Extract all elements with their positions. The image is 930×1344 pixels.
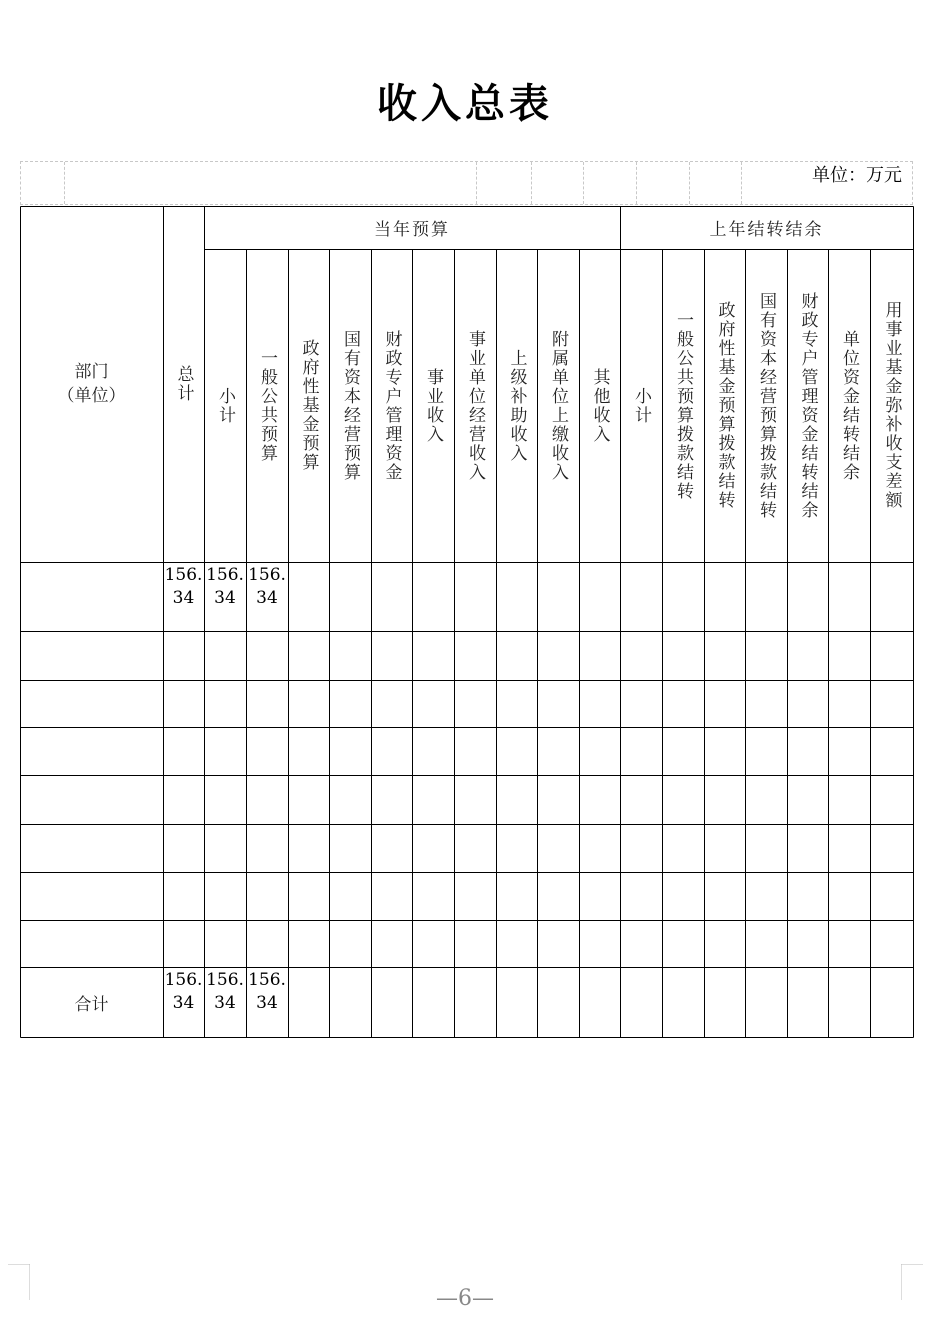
income-summary-table: [20, 206, 914, 1038]
column-header-prior: [704, 249, 745, 562]
group-header-prior: [620, 206, 913, 249]
column-header-text: 上级补助收入: [506, 348, 527, 463]
column-header-text: 国有资本经营预算拨款结转: [756, 291, 776, 520]
amount-cell: 156.34: [248, 565, 286, 608]
column-header-text: 事业单位经营收入: [465, 329, 485, 482]
group-header-current: [204, 206, 620, 249]
column-header-current: [454, 249, 496, 562]
dept-header: [20, 206, 163, 562]
column-header-text: 其他收入: [589, 367, 610, 444]
total-header-text: 总计: [173, 365, 194, 403]
column-header-prior: [620, 249, 662, 562]
column-header-text: 国有资本经营预算: [340, 329, 360, 482]
amount-cell: 156.34: [206, 970, 244, 1013]
dept-cell: [20, 920, 163, 967]
column-header-text: 政府性基金预算: [298, 339, 319, 472]
column-header-current: [204, 249, 246, 562]
column-header-text: 小计: [215, 386, 235, 425]
column-header-current: [246, 249, 288, 562]
column-header-current: [288, 249, 329, 562]
column-header-prior: [870, 249, 913, 562]
dept-cell: [20, 680, 163, 727]
dept-cell: [20, 727, 163, 775]
page-title: 收入总表: [377, 80, 553, 127]
dept-cell: [20, 631, 163, 680]
column-header-current: [412, 249, 454, 562]
group-header-prior-text: 上年结转结余: [709, 220, 824, 240]
dept-header-text: 部门 （单位）: [57, 362, 126, 406]
dept-cell: [20, 824, 163, 872]
dept-cell: [20, 872, 163, 920]
column-header-current: [579, 249, 620, 562]
column-header-prior: [662, 249, 704, 562]
column-header-current: [371, 249, 412, 562]
column-header-text: 一般公共预算拨款结转: [673, 310, 693, 501]
group-header-current-text: 当年预算: [374, 220, 450, 240]
amount-cell: 156.34: [248, 970, 286, 1013]
unit-label: 单位：万元: [812, 165, 902, 186]
column-header-text: 用事业基金弥补收支差额: [881, 301, 902, 510]
column-header-text: 财政专户管理资金: [381, 329, 402, 482]
dept-cell: [20, 562, 163, 631]
amount-cell: 156.34: [164, 565, 203, 608]
page-number: —6—: [436, 1286, 494, 1311]
column-header-prior: [828, 249, 870, 562]
total-row-label: 合计: [74, 994, 109, 1015]
column-header-text: 小计: [631, 386, 651, 425]
column-header-current: [537, 249, 579, 562]
amount-cell: 156.34: [164, 970, 203, 1013]
column-header-text: 单位资金结转结余: [839, 329, 859, 482]
column-header-text: 附属单位上缴收入: [548, 329, 568, 482]
column-header-current: [329, 249, 371, 562]
column-header-text: 政府性基金预算拨款结转: [714, 301, 735, 510]
amount-cell: 156.34: [206, 565, 244, 608]
column-header-prior: [787, 249, 828, 562]
column-header-current: [496, 249, 537, 562]
unit-row: [20, 161, 913, 205]
total-header: [163, 206, 204, 562]
column-header-prior: [745, 249, 787, 562]
column-header-text: 财政专户管理资金结转结余: [797, 291, 818, 520]
dept-cell: [20, 775, 163, 824]
column-header-text: 一般公共预算: [257, 348, 277, 463]
column-header-text: 事业收入: [423, 367, 443, 444]
